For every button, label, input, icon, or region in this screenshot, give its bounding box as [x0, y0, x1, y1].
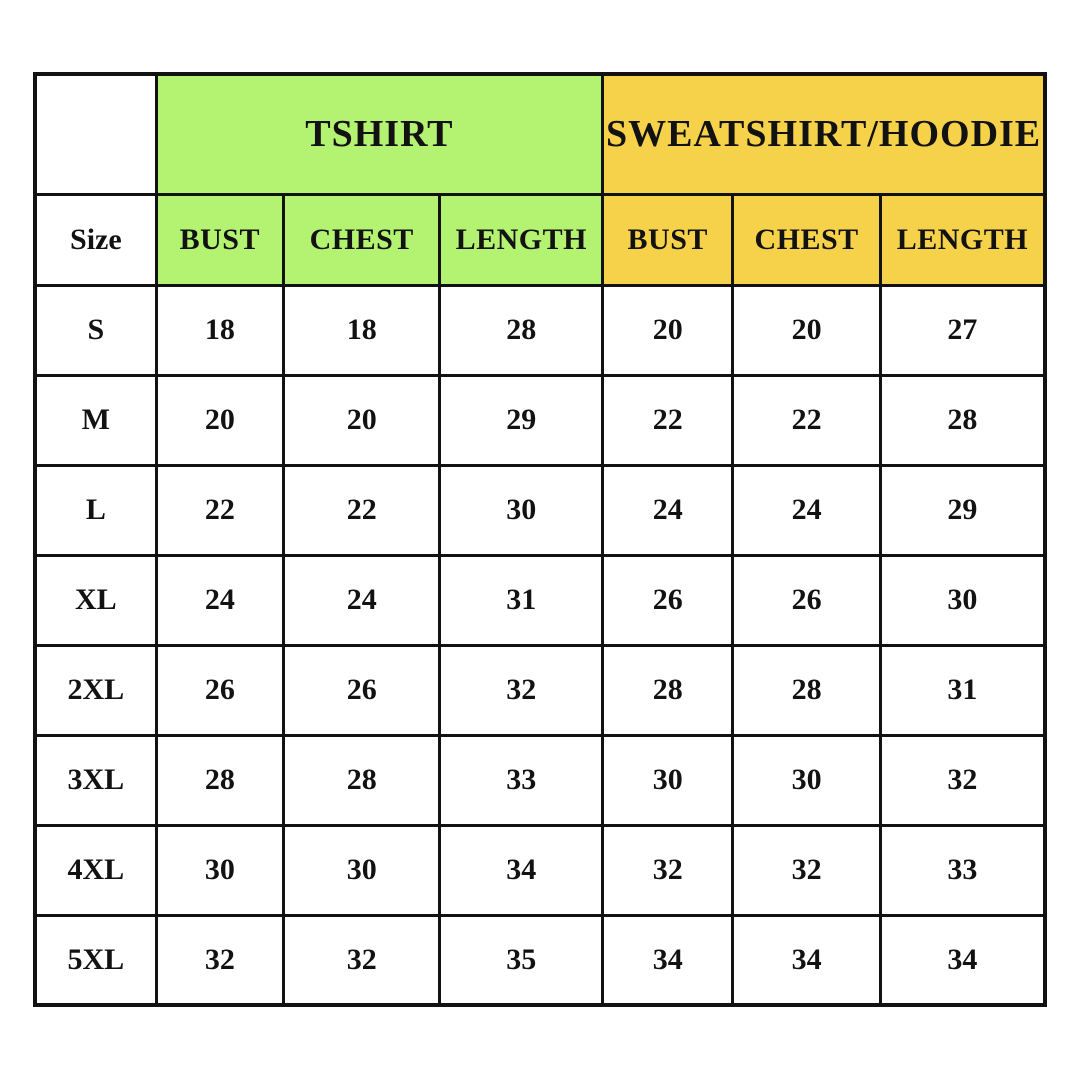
measurement-cell: 34: [880, 915, 1045, 1005]
size-cell: L: [35, 465, 156, 555]
measurement-cell: 28: [880, 375, 1045, 465]
measurement-cell: 30: [156, 825, 283, 915]
group-header-row: [35, 74, 1045, 194]
measurement-cell: 20: [733, 285, 880, 375]
column-header-row: [35, 194, 1045, 285]
measurement-cell: 32: [283, 915, 440, 1005]
col-header-sweatshirt-length: LENGTH: [880, 194, 1045, 285]
col-header-sweatshirt-bust: BUST: [603, 194, 733, 285]
size-cell: M: [35, 375, 156, 465]
measurement-cell: 28: [603, 645, 733, 735]
measurement-cell: 28: [156, 735, 283, 825]
measurement-cell: 34: [603, 915, 733, 1005]
measurement-cell: 31: [880, 645, 1045, 735]
measurement-cell: 18: [156, 285, 283, 375]
measurement-cell: 20: [156, 375, 283, 465]
measurement-cell: 31: [440, 555, 603, 645]
measurement-cell: 26: [156, 645, 283, 735]
group-header-tshirt: TSHIRT: [156, 74, 602, 194]
table-row-3xl: [35, 735, 1045, 825]
measurement-cell: 32: [733, 825, 880, 915]
measurement-cell: 32: [880, 735, 1045, 825]
measurement-cell: 33: [880, 825, 1045, 915]
measurement-cell: 22: [283, 465, 440, 555]
measurement-cell: 22: [156, 465, 283, 555]
measurement-cell: 30: [440, 465, 603, 555]
col-header-tshirt-chest: CHEST: [283, 194, 440, 285]
size-cell: 2XL: [35, 645, 156, 735]
table-row-m: [35, 375, 1045, 465]
measurement-cell: 34: [733, 915, 880, 1005]
col-header-size: Size: [35, 194, 156, 285]
measurement-cell: 26: [283, 645, 440, 735]
corner-cell: [35, 74, 156, 194]
table-row-l: [35, 465, 1045, 555]
table-row-4xl: [35, 825, 1045, 915]
size-cell: S: [35, 285, 156, 375]
size-cell: 5XL: [35, 915, 156, 1005]
table-row-2xl: [35, 645, 1045, 735]
measurement-cell: 22: [733, 375, 880, 465]
measurement-cell: 22: [603, 375, 733, 465]
measurement-cell: 18: [283, 285, 440, 375]
table-row-xl: [35, 555, 1045, 645]
measurement-cell: 20: [283, 375, 440, 465]
col-header-tshirt-length: LENGTH: [440, 194, 603, 285]
measurement-cell: 26: [733, 555, 880, 645]
measurement-cell: 28: [733, 645, 880, 735]
measurement-cell: 33: [440, 735, 603, 825]
measurement-cell: 28: [440, 285, 603, 375]
measurement-cell: 32: [440, 645, 603, 735]
measurement-cell: 28: [283, 735, 440, 825]
measurement-cell: 30: [733, 735, 880, 825]
measurement-cell: 27: [880, 285, 1045, 375]
measurement-cell: 24: [733, 465, 880, 555]
measurement-cell: 29: [880, 465, 1045, 555]
measurement-cell: 26: [603, 555, 733, 645]
table-row-s: [35, 285, 1045, 375]
measurement-cell: 35: [440, 915, 603, 1005]
measurement-cell: 20: [603, 285, 733, 375]
measurement-cell: 30: [880, 555, 1045, 645]
measurement-cell: 29: [440, 375, 603, 465]
measurement-cell: 30: [283, 825, 440, 915]
col-header-sweatshirt-chest: CHEST: [733, 194, 880, 285]
group-header-sweatshirt-hoodie: SWEATSHIRT/HOODIE: [603, 74, 1045, 194]
measurement-cell: 24: [283, 555, 440, 645]
measurement-cell: 24: [603, 465, 733, 555]
size-cell: XL: [35, 555, 156, 645]
measurement-cell: 24: [156, 555, 283, 645]
measurement-cell: 32: [156, 915, 283, 1005]
size-cell: 4XL: [35, 825, 156, 915]
measurement-cell: 30: [603, 735, 733, 825]
col-header-tshirt-bust: BUST: [156, 194, 283, 285]
size-cell: 3XL: [35, 735, 156, 825]
size-chart-table: [33, 72, 1047, 1007]
table-row-5xl: [35, 915, 1045, 1005]
measurement-cell: 32: [603, 825, 733, 915]
measurement-cell: 34: [440, 825, 603, 915]
